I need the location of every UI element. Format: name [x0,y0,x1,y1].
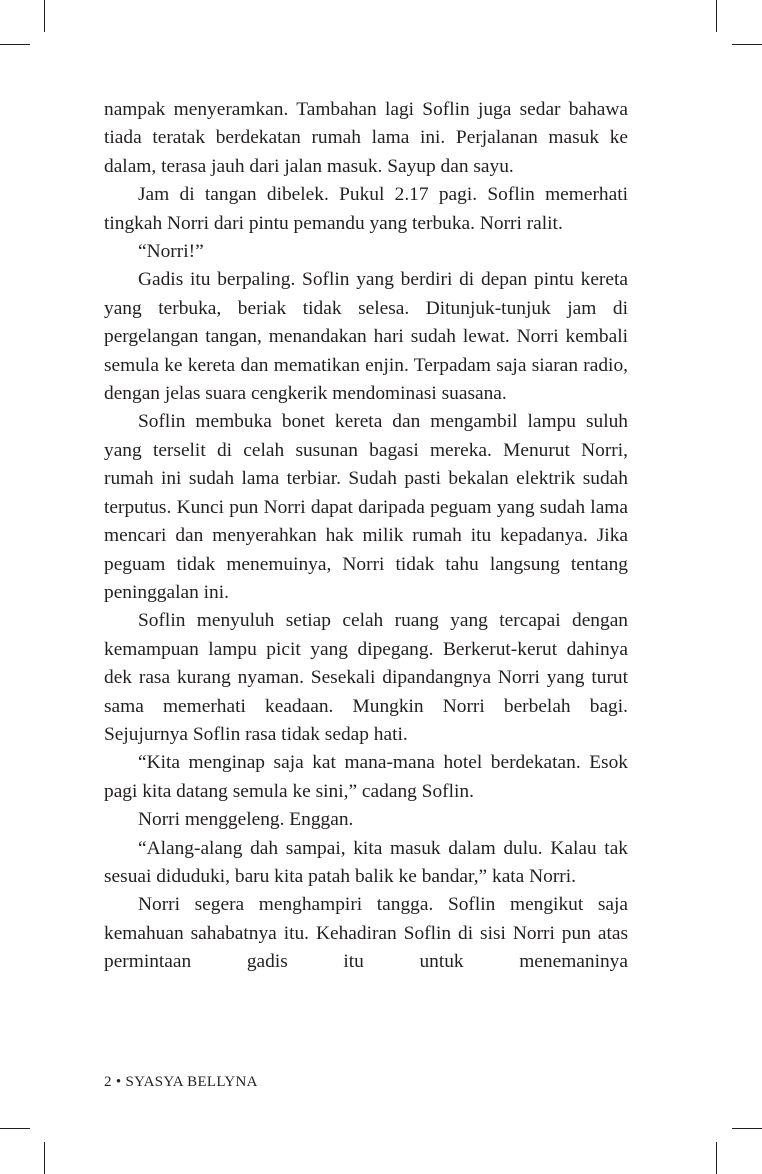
crop-mark-bottom-right-vertical [716,1142,717,1174]
paragraph: Jam di tangan dibelek. Pukul 2.17 pagi. Soflin memerhati tingkah Norri dari pintu pemandu yang terbuka. Norri ralit. [104,184,628,234]
paragraph: Soflin membuka bonet kereta dan mengambil lampu suluh yang terselit di celah susunan bagasi mereka. Menurut Norri, rumah ini sudah lama terbiar. Sudah pasti bekalan elektrik sudah terputus. Kunci pun Norri dapat daripada peguam yang sudah lama mencari dan menyerahkan hak milik rumah itu kepadanya. Jika peguam tidak menemuinya, Norri tidak tahu langsung tentang peninggalan ini. [104,411,628,603]
crop-mark-top-right-horizontal [732,44,762,45]
paragraph: Soflin menyuluh setiap celah ruang yang tercapai dengan kemampuan lampu picit yang dipegang. Berkerut-kerut dahinya dek rasa kurang nyaman. Sesekali dipandangnya Norri yang turut sama memerhati keadaan. Mungkin Norri berbelah bagi. Sejujurnya Soflin rasa tidak sedap hati. [104,610,628,745]
crop-mark-bottom-right-horizontal [732,1128,762,1129]
crop-mark-top-left-vertical [44,0,45,32]
paragraph: Norri segera menghampiri tangga. Soflin mengikut saja kemahuan sahabatnya itu. Kehadiran Soflin di sisi Norri pun atas permintaan gadis itu untuk menemaninya [104,894,628,973]
paragraph: Norri menggeleng. Enggan. [138,809,354,831]
paragraph: “Alang-alang dah sampai, kita masuk dalam dulu. Kalau tak sesuai diduduki, baru kita patah balik ke bandar,” kata Norri. [104,837,628,887]
paragraph: Gadis itu berpaling. Soflin yang berdiri di depan pintu kereta yang terbuka, beriak tidak selesa. Ditunjuk-tunjuk jam di pergelangan tangan, menandakan hari sudah lewat. Norri kembali semula ke kereta dan mematikan enjin. Terpadam saja siaran radio, dengan jelas suara cengkerik mendominasi suasana. [104,269,628,405]
paragraph: nampak menyeramkan. Tambahan lagi Soflin juga sedar bahawa tiada teratak berdekatan rumah lama ini. Perjalanan masuk ke dalam, terasa jauh dari jalan masuk. Sayup dan sayu. [104,99,628,177]
crop-mark-top-left-horizontal [0,44,30,45]
paragraph: “Kita menginap saja kat mana-mana hotel berdekatan. Esok pagi kita datang semula ke sini,” cadang Soflin. [104,752,628,802]
page-footer: 2 • SYASYA BELLYNA [104,1074,258,1090]
crop-mark-bottom-left-horizontal [0,1128,30,1129]
paragraph: “Norri!” [138,241,204,263]
body-text [104,96,628,977]
crop-mark-top-right-vertical [716,0,717,32]
crop-mark-bottom-left-vertical [44,1142,45,1174]
